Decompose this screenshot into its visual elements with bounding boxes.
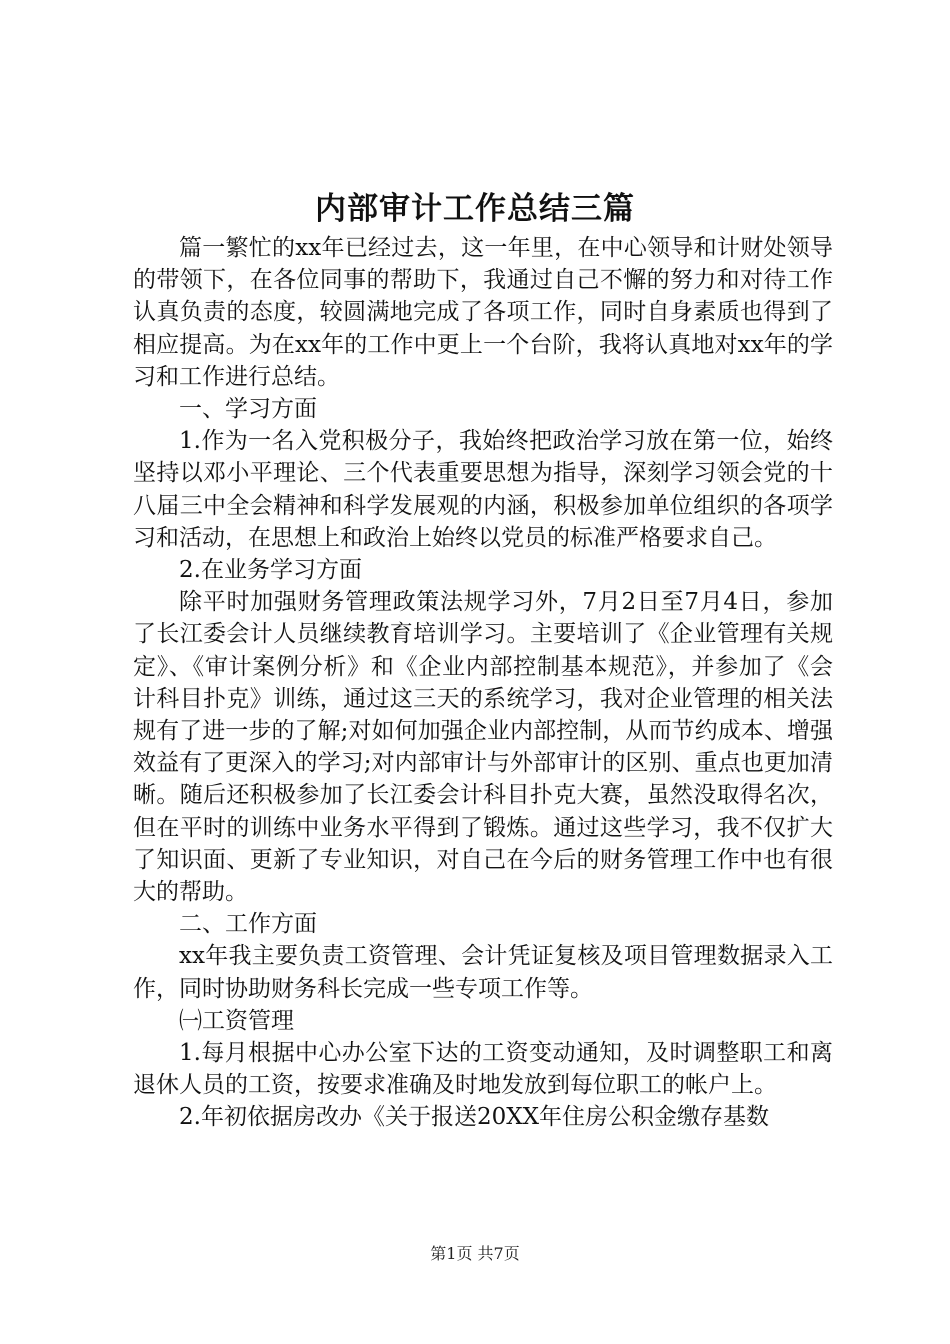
- paragraph-intro: 篇一繁忙的xx年已经过去，这一年里，在中心领导和计财处领导的带领下，在各位同事的帮助下，我通过自己不懈的努力和对待工作认真负责的态度，较圆满地完成了各项工作，同时自身素质也得到了相应提高。为在xx年的工作中更上一个台阶，我将认真地对xx年的学习和工作进行总结。: [133, 235, 833, 390]
- paragraph-salary-1: 1.每月根据中心办公室下达的工资变动通知，及时调整职工和离退休人员的工资，按要求准确及时地发放到每位职工的帐户上。: [133, 1040, 833, 1099]
- paragraph-political-study: 1.作为一名入党积极分子，我始终把政治学习放在第一位，始终坚持以邓小平理论、三个代表重要思想为指导，深刻学习领会党的十八届三中全会精神和科学发展观的内涵，积极参加单位组织的各项学习和活动，在思想上和政治上始终以党员的标准严格要求自己。: [133, 428, 833, 551]
- subheading-salary-management: ㈠工资管理: [179, 1007, 294, 1034]
- paragraph-business-study: 除平时加强财务管理政策法规学习外，7月2日至7月4日，参加了长江委会计人员继续教育培训学习。主要培训了《企业管理有关规定》、《审计案例分析》和《企业内部控制基本规范》，并参加了《会计科目扑克》训练，通过这三天的系统学习，我对企业管理的相关法规有了进一步的了解;对如何加强企业内部控制，从而节约成本、增强效益有了更深入的学习;对内部审计与外部审计的区别、重点也更加清晰。随后还积极参加了长江委会计科目扑克大赛，虽然没取得名次，但在平时的训练中业务水平得到了锻炼。通过这些学习，我不仅扩大了知识面、更新了专业知识，对自己在今后的财务管理工作中也有很大的帮助。: [133, 589, 833, 906]
- document-body: [133, 232, 833, 1134]
- section-heading-study: 一、学习方面: [179, 396, 317, 423]
- paragraph-salary-2: 2.年初依据房改办《关于报送20XX年住房公积金缴存基数: [179, 1104, 769, 1131]
- paragraph-work-overview: xx年我主要负责工资管理、会计凭证复核及项目管理数据录入工作，同时协助财务科长完成一些专项工作等。: [133, 943, 833, 1002]
- page-footer: 第1页 共7页: [430, 1244, 520, 1263]
- subheading-business-study: 2.在业务学习方面: [179, 557, 362, 584]
- document-title: 内部审计工作总结三篇: [315, 191, 635, 227]
- section-heading-work: 二、工作方面: [179, 911, 317, 938]
